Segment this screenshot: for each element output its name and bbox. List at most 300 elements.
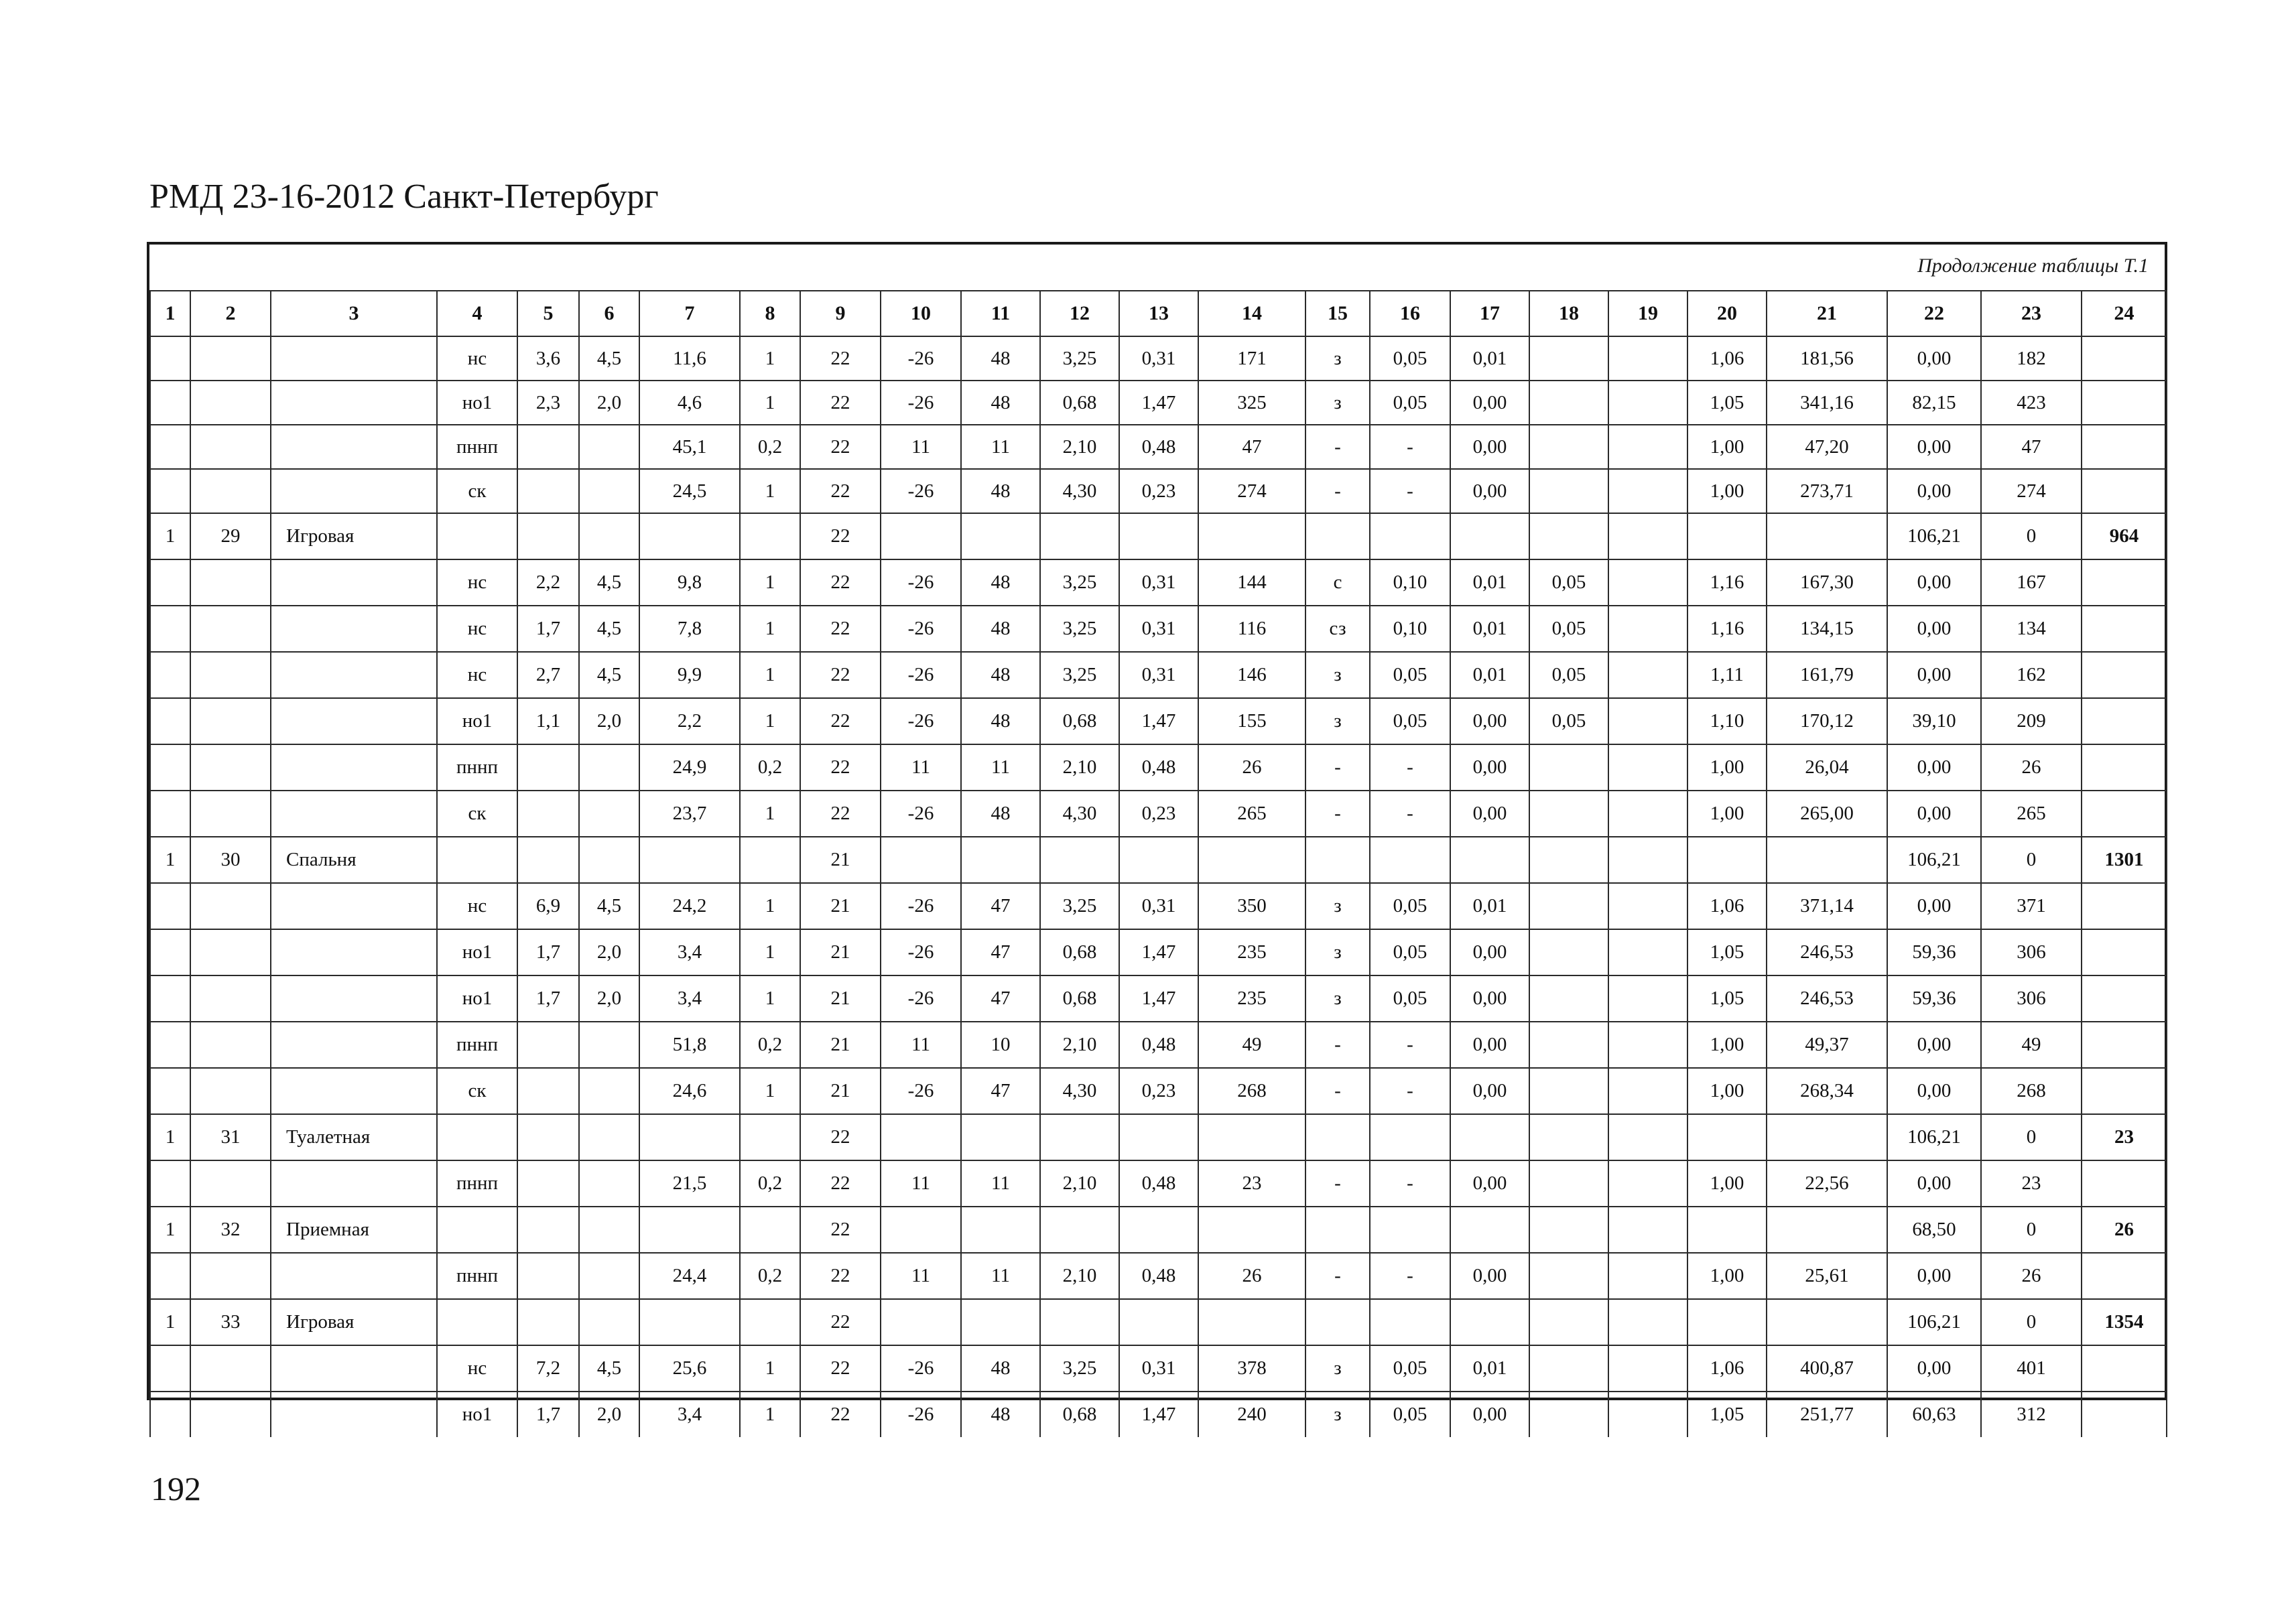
table-cell [271,1253,437,1299]
table-cell: 106,21 [1887,1299,1981,1345]
table-cell: 0 [1981,1299,2082,1345]
table-cell: 1,47 [1119,1392,1198,1437]
table-cell: 371 [1981,883,2082,929]
table-cell [1529,883,1608,929]
table-cell: 371,14 [1767,883,1887,929]
table-cell: но1 [437,1392,517,1437]
table-cell [190,744,271,791]
table-cell: 11,6 [639,336,740,381]
table-cell: 0,05 [1370,929,1450,975]
table-row [150,1207,2167,1253]
table-cell: 59,36 [1887,929,1981,975]
table-cell: 3,25 [1040,336,1119,381]
table-cell [271,652,437,698]
table-cell [517,837,579,883]
table-cell: 0,01 [1450,336,1529,381]
table-cell: 0,31 [1119,1345,1198,1392]
table-cell: 171 [1198,336,1305,381]
table-cell: 24,9 [639,744,740,791]
column-header-11: 11 [961,291,1040,336]
table-cell: 22 [800,1160,881,1207]
table-cell: з [1305,336,1370,381]
table-cell: 0,00 [1887,883,1981,929]
table-cell: 1,00 [1687,1068,1767,1114]
table-row [150,1392,2167,1437]
table-cell [2082,883,2167,929]
table-cell: 181,56 [1767,336,1887,381]
table-cell: 9,8 [639,559,740,606]
table-cell: -26 [881,1392,961,1437]
column-header-19: 19 [1608,291,1687,336]
table-cell [961,837,1040,883]
table-cell [1608,1299,1687,1345]
table-row [150,929,2167,975]
table-cell: 21 [800,975,881,1022]
table-cell [1305,1299,1370,1345]
table-cell: 116 [1198,606,1305,652]
table-cell [271,698,437,744]
table-cell [517,1114,579,1160]
table-cell: 4,6 [639,381,740,425]
table-cell [639,1207,740,1253]
table-cell: 24,5 [639,469,740,513]
table-cell: 0,31 [1119,883,1198,929]
table-cell: 0,2 [740,1253,800,1299]
table-cell: 3,25 [1040,559,1119,606]
table-cell: 0,10 [1370,559,1450,606]
table-cell [2082,336,2167,381]
table-cell: з [1305,929,1370,975]
table-cell: 11 [881,744,961,791]
table-cell: 4,5 [579,336,639,381]
table-cell [150,652,190,698]
table-cell: 0,00 [1450,425,1529,469]
table-cell: 240 [1198,1392,1305,1437]
column-header-1: 1 [150,291,190,336]
table-cell: -26 [881,698,961,744]
table-cell: 1 [740,652,800,698]
table-cell [1608,606,1687,652]
table-cell: 401 [1981,1345,2082,1392]
table-cell [190,791,271,837]
table-cell: 1,00 [1687,791,1767,837]
table-cell [1305,837,1370,883]
table-cell: 23 [1198,1160,1305,1207]
table-cell: 11 [961,1160,1040,1207]
table-cell: 170,12 [1767,698,1887,744]
table-cell: -26 [881,606,961,652]
table-cell [1529,929,1608,975]
table-cell: 1 [740,469,800,513]
table-cell: 0,00 [1450,469,1529,513]
table-cell: 21,5 [639,1160,740,1207]
table-cell [271,425,437,469]
table-cell: 1,11 [1687,652,1767,698]
table-cell: 11 [961,1253,1040,1299]
table-cell: 274 [1981,469,2082,513]
table-cell: 48 [961,1392,1040,1437]
table-cell: пннп [437,1022,517,1068]
table-cell: 0,00 [1887,652,1981,698]
table-cell [150,744,190,791]
table-row [150,883,2167,929]
table-cell [1119,1207,1198,1253]
table-cell [190,336,271,381]
table-cell: но1 [437,698,517,744]
table-cell: - [1305,1253,1370,1299]
table-cell [1608,1253,1687,1299]
table-row [150,1022,2167,1068]
table-cell: 0,00 [1450,1022,1529,1068]
table-cell [1370,837,1450,883]
document-header: РМД 23-16-2012 Санкт-Петербург [149,178,659,216]
column-header-10: 10 [881,291,961,336]
table-cell: 2,10 [1040,1253,1119,1299]
table-cell: 2,7 [517,652,579,698]
table-cell [1608,559,1687,606]
table-cell: 25,61 [1767,1253,1887,1299]
table-cell [150,975,190,1022]
table-cell: - [1370,791,1450,837]
table-cell: 22 [800,652,881,698]
table-cell: 0,05 [1370,336,1450,381]
table-cell [1450,1207,1529,1253]
table-cell [1767,1207,1887,1253]
table-cell: 30 [190,837,271,883]
table-cell [437,513,517,559]
table-cell: 209 [1981,698,2082,744]
table-cell [1305,513,1370,559]
table-cell: 22 [800,1253,881,1299]
table-cell: 325 [1198,381,1305,425]
table-cell: 0,10 [1370,606,1450,652]
table-cell: 0,00 [1450,929,1529,975]
table-cell: 182 [1981,336,2082,381]
table-cell: 1,47 [1119,381,1198,425]
table-cell [271,929,437,975]
column-header-21: 21 [1767,291,1887,336]
table-cell [190,606,271,652]
table-cell [1450,1114,1529,1160]
table-cell: - [1370,469,1450,513]
table-cell: 1 [740,1068,800,1114]
table-cell: - [1305,1160,1370,1207]
table-cell: 1,06 [1687,883,1767,929]
table-cell [1119,513,1198,559]
table-cell [579,1022,639,1068]
table-cell: 22 [800,469,881,513]
table-cell: 11 [961,425,1040,469]
table-cell: пннп [437,425,517,469]
table-cell [1529,1114,1608,1160]
table-cell [2082,469,2167,513]
table-cell: з [1305,1392,1370,1437]
table-cell: 0,31 [1119,559,1198,606]
table-cell: 2,2 [517,559,579,606]
column-header-22: 22 [1887,291,1981,336]
table-cell [190,1068,271,1114]
table-cell: 0,23 [1119,791,1198,837]
table-row [150,336,2167,381]
table-cell: -26 [881,1068,961,1114]
table-cell: 0,00 [1887,606,1981,652]
table-cell [1370,1207,1450,1253]
table-cell: 0,23 [1119,1068,1198,1114]
table-cell: з [1305,698,1370,744]
table-cell: 47 [1198,425,1305,469]
table-cell [1305,1207,1370,1253]
table-cell: 1,1 [517,698,579,744]
table-cell [190,469,271,513]
table-cell: 0,05 [1529,652,1608,698]
table-cell [1529,975,1608,1022]
column-header-6: 6 [579,291,639,336]
table-cell [579,425,639,469]
table-cell: - [1305,744,1370,791]
table-cell [271,559,437,606]
table-cell: 0,31 [1119,606,1198,652]
column-header-23: 23 [1981,291,2082,336]
column-header-2: 2 [190,291,271,336]
table-cell: 26 [1981,1253,2082,1299]
table-cell: 0,48 [1119,1160,1198,1207]
table-cell: 268,34 [1767,1068,1887,1114]
table-cell [1608,1392,1687,1437]
table-cell: 48 [961,652,1040,698]
table-cell [1450,513,1529,559]
table-cell: 1 [150,837,190,883]
table-cell: 1 [740,1392,800,1437]
table-cell: -26 [881,469,961,513]
table-cell: 3,25 [1040,606,1119,652]
table-cell: 3,25 [1040,883,1119,929]
table-cell [150,1253,190,1299]
table-cell [271,336,437,381]
table-cell: пннп [437,1160,517,1207]
table-cell: 0,05 [1370,883,1450,929]
table-cell: 265 [1981,791,2082,837]
table-cell: 134,15 [1767,606,1887,652]
table-cell [1198,837,1305,883]
column-header-20: 20 [1687,291,1767,336]
table-row [150,1114,2167,1160]
table-cell: 0,2 [740,425,800,469]
table-cell: 29 [190,513,271,559]
table-cell [1529,1160,1608,1207]
table-cell: 25,6 [639,1345,740,1392]
table-cell: 2,10 [1040,1160,1119,1207]
table-cell [639,1299,740,1345]
table-cell [190,929,271,975]
table-cell: з [1305,652,1370,698]
table-cell: 0,00 [1450,1253,1529,1299]
table-cell: 49,37 [1767,1022,1887,1068]
table-cell: 0,48 [1119,744,1198,791]
table-cell [1370,1114,1450,1160]
column-header-4: 4 [437,291,517,336]
table-cell: 23 [2082,1114,2167,1160]
table-row [150,1160,2167,1207]
table-cell: 0,05 [1529,559,1608,606]
table-cell [1529,1068,1608,1114]
table-cell [271,381,437,425]
table-cell: 0,01 [1450,559,1529,606]
table-cell: 48 [961,606,1040,652]
table-cell: 146 [1198,652,1305,698]
table-cell: 0,00 [1887,791,1981,837]
table-cell: 1,00 [1687,425,1767,469]
table-cell [2082,1022,2167,1068]
table-cell: но1 [437,381,517,425]
table-cell [2082,425,2167,469]
table-row [150,381,2167,425]
table-cell [150,336,190,381]
table-cell: 21 [800,837,881,883]
table-cell: 6,9 [517,883,579,929]
table-cell: 0,48 [1119,425,1198,469]
column-header-17: 17 [1450,291,1529,336]
table-cell [579,513,639,559]
table-cell: 48 [961,336,1040,381]
table-cell: -26 [881,559,961,606]
table-cell: 0 [1981,1207,2082,1253]
table-cell: 4,30 [1040,791,1119,837]
table-cell: 23 [1981,1160,2082,1207]
table-cell [1119,1114,1198,1160]
table-cell: 0,31 [1119,336,1198,381]
table-cell [1608,425,1687,469]
table-cell [1608,837,1687,883]
table-cell: 11 [881,425,961,469]
table-cell [579,1253,639,1299]
table-cell [1608,1022,1687,1068]
table-cell: з [1305,975,1370,1022]
column-header-16: 16 [1370,291,1450,336]
table-cell [1040,1207,1119,1253]
table-cell: 1 [740,336,800,381]
table-cell: 0,00 [1450,975,1529,1022]
table-cell: - [1305,425,1370,469]
table-cell: 106,21 [1887,837,1981,883]
table-row [150,513,2167,559]
table-cell: 1 [150,1207,190,1253]
table-cell: 47 [961,929,1040,975]
table-cell: нс [437,652,517,698]
column-header-15: 15 [1305,291,1370,336]
table-cell [150,469,190,513]
table-cell: нс [437,336,517,381]
table-cell: 0,68 [1040,698,1119,744]
table-cell [150,559,190,606]
table-cell: - [1305,469,1370,513]
table-cell: 0,48 [1119,1253,1198,1299]
table-cell [1119,1299,1198,1345]
table-cell: 3,25 [1040,652,1119,698]
table-cell: 22 [800,336,881,381]
table-cell [271,1068,437,1114]
table-cell: 134 [1981,606,2082,652]
table-cell [271,744,437,791]
table-cell: 49 [1198,1022,1305,1068]
table-cell [881,837,961,883]
table-cell [579,1114,639,1160]
data-table [149,290,2167,1437]
table-cell [740,513,800,559]
table-cell: 265 [1198,791,1305,837]
table-cell [740,1299,800,1345]
table-cell: -26 [881,975,961,1022]
table-cell: 22 [800,1392,881,1437]
table-cell: Спальня [271,837,437,883]
table-cell [517,1160,579,1207]
table-cell [1608,381,1687,425]
table-cell: 0,01 [1450,606,1529,652]
table-cell: нс [437,883,517,929]
table-cell [1529,791,1608,837]
table-cell: - [1370,1160,1450,1207]
table-cell: 1,05 [1687,1392,1767,1437]
table-cell [517,744,579,791]
table-cell [271,469,437,513]
table-cell: ск [437,469,517,513]
table-cell: 378 [1198,1345,1305,1392]
table-cell: 251,77 [1767,1392,1887,1437]
table-cell [2082,744,2167,791]
table-cell [1608,975,1687,1022]
table-cell [150,1392,190,1437]
table-cell: 2,0 [579,929,639,975]
table-cell [1198,1207,1305,1253]
table-row [150,1345,2167,1392]
table-cell: 0 [1981,1114,2082,1160]
table-cell [437,837,517,883]
table-row [150,606,2167,652]
table-cell: 22 [800,606,881,652]
table-cell [1608,1207,1687,1253]
table-cell: 1354 [2082,1299,2167,1345]
table-cell: 106,21 [1887,513,1981,559]
table-cell [1198,513,1305,559]
table-cell: 47 [961,883,1040,929]
table-cell: 3,4 [639,975,740,1022]
table-cell: 24,4 [639,1253,740,1299]
table-cell: 2,0 [579,1392,639,1437]
table-cell: 1,00 [1687,1160,1767,1207]
table-cell: 1,16 [1687,559,1767,606]
table-cell: 2,0 [579,698,639,744]
table-cell: нс [437,606,517,652]
table-cell: 0,05 [1529,698,1608,744]
table-cell: 106,21 [1887,1114,1981,1160]
table-cell: 964 [2082,513,2167,559]
table-cell [1529,1345,1608,1392]
table-row [150,425,2167,469]
table-cell [150,1345,190,1392]
table-cell: 33 [190,1299,271,1345]
table-cell: - [1305,1068,1370,1114]
table-cell [517,513,579,559]
table-cell: 155 [1198,698,1305,744]
table-cell [1198,1299,1305,1345]
table-cell: 4,30 [1040,469,1119,513]
table-cell: 306 [1981,929,2082,975]
table-cell: 1301 [2082,837,2167,883]
table-cell: сз [1305,606,1370,652]
table-cell: 22 [800,1299,881,1345]
table-cell: 0,2 [740,1160,800,1207]
table-cell: 0,00 [1887,469,1981,513]
table-cell [579,1160,639,1207]
